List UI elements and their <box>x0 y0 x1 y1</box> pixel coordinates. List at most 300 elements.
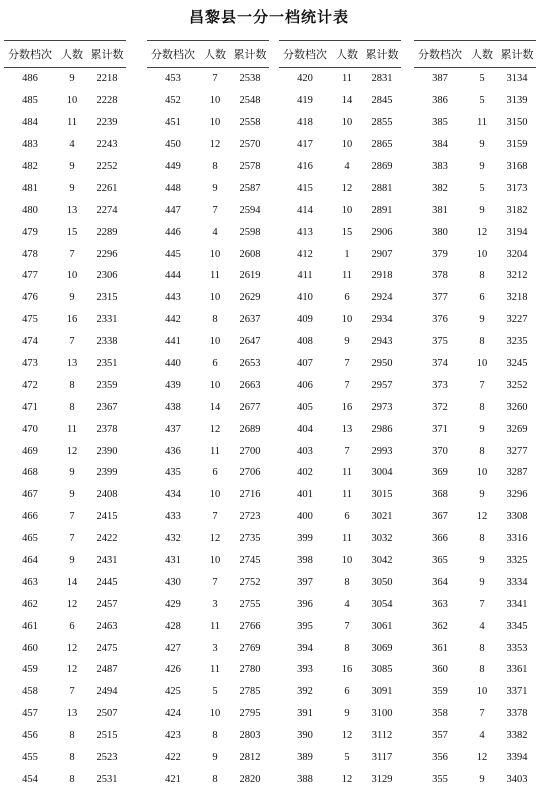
header-cumulative: 累计数 <box>498 41 536 68</box>
cell-score: 360 <box>414 659 466 681</box>
cell-cumulative: 2523 <box>88 747 126 769</box>
cell-cumulative: 2378 <box>88 418 126 440</box>
cell-count: 10 <box>466 681 498 703</box>
header-cumulative: 累计数 <box>363 41 401 68</box>
cell-count: 1 <box>331 243 363 265</box>
cell-count: 8 <box>56 725 88 747</box>
cell-cumulative: 2538 <box>231 68 269 90</box>
cell-cumulative: 3194 <box>498 221 536 243</box>
cell-score: 454 <box>4 769 56 790</box>
cell-count: 12 <box>466 221 498 243</box>
cell-score: 406 <box>279 374 331 396</box>
cell-cumulative: 3316 <box>498 528 536 550</box>
cell-count: 12 <box>56 659 88 681</box>
cell-cumulative: 3260 <box>498 396 536 418</box>
table-row <box>279 287 401 309</box>
cell-score: 364 <box>414 571 466 593</box>
cell-score: 385 <box>414 112 466 134</box>
table-row <box>4 243 126 265</box>
cell-count: 3 <box>199 637 231 659</box>
cell-count: 8 <box>56 396 88 418</box>
cell-cumulative: 2252 <box>88 156 126 178</box>
cell-count: 9 <box>331 331 363 353</box>
cell-count: 15 <box>56 221 88 243</box>
cell-score: 401 <box>279 484 331 506</box>
cell-count: 10 <box>199 287 231 309</box>
cell-cumulative: 3269 <box>498 418 536 440</box>
table-row <box>147 550 269 572</box>
cell-score: 427 <box>147 637 199 659</box>
cell-count: 4 <box>331 156 363 178</box>
cell-score: 417 <box>279 134 331 156</box>
table-row <box>4 637 126 659</box>
cell-count: 13 <box>56 353 88 375</box>
cell-score: 456 <box>4 725 56 747</box>
header-score: 分数档次 <box>414 41 466 68</box>
table-row <box>4 703 126 725</box>
table-row <box>4 769 126 790</box>
cell-count: 8 <box>466 396 498 418</box>
cell-cumulative: 3227 <box>498 309 536 331</box>
cell-cumulative: 2367 <box>88 396 126 418</box>
cell-count: 9 <box>56 68 88 90</box>
table-row <box>147 353 269 375</box>
cell-score: 404 <box>279 418 331 440</box>
cell-score: 447 <box>147 199 199 221</box>
cell-cumulative: 3325 <box>498 550 536 572</box>
cell-count: 7 <box>199 571 231 593</box>
cell-cumulative: 2918 <box>363 265 401 287</box>
cell-cumulative: 3212 <box>498 265 536 287</box>
cell-score: 433 <box>147 506 199 528</box>
cell-score: 452 <box>147 90 199 112</box>
cell-count: 7 <box>56 331 88 353</box>
cell-count: 9 <box>466 484 498 506</box>
cell-cumulative: 3139 <box>498 90 536 112</box>
cell-score: 451 <box>147 112 199 134</box>
cell-score: 468 <box>4 462 56 484</box>
cell-score: 410 <box>279 287 331 309</box>
cell-count: 11 <box>199 659 231 681</box>
table-block-2 <box>147 40 269 790</box>
table-row <box>279 484 401 506</box>
cell-cumulative: 3245 <box>498 353 536 375</box>
cell-cumulative: 2795 <box>231 703 269 725</box>
cell-cumulative: 2752 <box>231 571 269 593</box>
cell-score: 371 <box>414 418 466 440</box>
table-row <box>4 177 126 199</box>
table-row <box>147 637 269 659</box>
cell-cumulative: 3042 <box>363 550 401 572</box>
cell-score: 396 <box>279 593 331 615</box>
cell-cumulative: 2243 <box>88 134 126 156</box>
cell-score: 429 <box>147 593 199 615</box>
cell-cumulative: 2869 <box>363 156 401 178</box>
table-row <box>147 396 269 418</box>
cell-score: 476 <box>4 287 56 309</box>
table-row <box>414 112 536 134</box>
table-row <box>147 134 269 156</box>
table-row <box>4 287 126 309</box>
cell-score: 377 <box>414 287 466 309</box>
cell-score: 365 <box>414 550 466 572</box>
cell-cumulative: 2531 <box>88 769 126 790</box>
table-row <box>4 725 126 747</box>
cell-count: 7 <box>199 506 231 528</box>
cell-cumulative: 2399 <box>88 462 126 484</box>
cell-cumulative: 2239 <box>88 112 126 134</box>
cell-score: 473 <box>4 353 56 375</box>
cell-score: 397 <box>279 571 331 593</box>
table-row <box>279 90 401 112</box>
table-row <box>147 593 269 615</box>
table-row <box>414 637 536 659</box>
cell-score: 393 <box>279 659 331 681</box>
cell-score: 372 <box>414 396 466 418</box>
cell-score: 425 <box>147 681 199 703</box>
table-row <box>4 681 126 703</box>
table-row <box>147 156 269 178</box>
cell-score: 399 <box>279 528 331 550</box>
cell-cumulative: 3182 <box>498 199 536 221</box>
cell-cumulative: 3403 <box>498 769 536 790</box>
table-row <box>414 265 536 287</box>
table-row <box>4 309 126 331</box>
cell-count: 11 <box>331 462 363 484</box>
cell-cumulative: 3204 <box>498 243 536 265</box>
score-table <box>147 40 269 790</box>
table-row <box>147 309 269 331</box>
cell-count: 10 <box>466 243 498 265</box>
cell-score: 474 <box>4 331 56 353</box>
cell-count: 11 <box>199 615 231 637</box>
cell-cumulative: 2507 <box>88 703 126 725</box>
table-row <box>4 90 126 112</box>
cell-count: 9 <box>199 177 231 199</box>
cell-count: 9 <box>466 769 498 790</box>
table-row <box>414 550 536 572</box>
cell-count: 9 <box>466 309 498 331</box>
cell-count: 9 <box>56 550 88 572</box>
cell-score: 470 <box>4 418 56 440</box>
header-score: 分数档次 <box>279 41 331 68</box>
cell-cumulative: 2487 <box>88 659 126 681</box>
table-row <box>279 769 401 790</box>
cell-cumulative: 2457 <box>88 593 126 615</box>
cell-score: 465 <box>4 528 56 550</box>
score-table <box>4 40 126 790</box>
cell-count: 7 <box>331 615 363 637</box>
cell-score: 482 <box>4 156 56 178</box>
table-row <box>147 703 269 725</box>
cell-score: 462 <box>4 593 56 615</box>
table-row <box>414 725 536 747</box>
cell-score: 466 <box>4 506 56 528</box>
cell-score: 483 <box>4 134 56 156</box>
cell-cumulative: 2261 <box>88 177 126 199</box>
cell-count: 7 <box>466 703 498 725</box>
cell-count: 12 <box>56 440 88 462</box>
cell-cumulative: 2803 <box>231 725 269 747</box>
cell-cumulative: 3308 <box>498 506 536 528</box>
score-table <box>414 40 536 790</box>
cell-cumulative: 2558 <box>231 112 269 134</box>
cell-count: 12 <box>56 637 88 659</box>
cell-count: 9 <box>466 571 498 593</box>
cell-cumulative: 2445 <box>88 571 126 593</box>
cell-score: 409 <box>279 309 331 331</box>
cell-score: 387 <box>414 68 466 90</box>
table-row <box>147 747 269 769</box>
cell-count: 6 <box>331 681 363 703</box>
table-row <box>279 637 401 659</box>
table-row <box>414 374 536 396</box>
cell-score: 422 <box>147 747 199 769</box>
cell-cumulative: 2700 <box>231 440 269 462</box>
cell-count: 14 <box>331 90 363 112</box>
cell-cumulative: 3150 <box>498 112 536 134</box>
cell-count: 10 <box>331 112 363 134</box>
table-row <box>4 747 126 769</box>
cell-score: 458 <box>4 681 56 703</box>
cell-count: 11 <box>199 265 231 287</box>
cell-count: 11 <box>199 440 231 462</box>
cell-cumulative: 3061 <box>363 615 401 637</box>
table-row <box>4 68 126 90</box>
table-row <box>414 681 536 703</box>
cell-cumulative: 2706 <box>231 462 269 484</box>
header-score: 分数档次 <box>4 41 56 68</box>
cell-count: 4 <box>466 615 498 637</box>
cell-cumulative: 2422 <box>88 528 126 550</box>
table-row <box>4 418 126 440</box>
table-row <box>147 265 269 287</box>
cell-cumulative: 3069 <box>363 637 401 659</box>
cell-count: 10 <box>199 90 231 112</box>
cell-score: 443 <box>147 287 199 309</box>
cell-cumulative: 3173 <box>498 177 536 199</box>
cell-score: 362 <box>414 615 466 637</box>
cell-cumulative: 2845 <box>363 90 401 112</box>
cell-cumulative: 3341 <box>498 593 536 615</box>
cell-score: 463 <box>4 571 56 593</box>
cell-score: 478 <box>4 243 56 265</box>
cell-count: 10 <box>199 112 231 134</box>
cell-cumulative: 3004 <box>363 462 401 484</box>
cell-cumulative: 3085 <box>363 659 401 681</box>
cell-count: 7 <box>466 593 498 615</box>
table-row <box>147 506 269 528</box>
table-row <box>147 68 269 90</box>
cell-cumulative: 3091 <box>363 681 401 703</box>
cell-score: 363 <box>414 593 466 615</box>
table-row <box>414 747 536 769</box>
cell-count: 9 <box>466 134 498 156</box>
table-row <box>414 506 536 528</box>
cell-count: 12 <box>466 747 498 769</box>
cell-count: 10 <box>331 134 363 156</box>
cell-cumulative: 2755 <box>231 593 269 615</box>
cell-score: 455 <box>4 747 56 769</box>
header-cumulative: 累计数 <box>231 41 269 68</box>
cell-score: 357 <box>414 725 466 747</box>
cell-cumulative: 2274 <box>88 199 126 221</box>
cell-count: 16 <box>331 659 363 681</box>
cell-count: 10 <box>331 309 363 331</box>
cell-score: 375 <box>414 331 466 353</box>
cell-score: 436 <box>147 440 199 462</box>
cell-score: 459 <box>4 659 56 681</box>
cell-score: 461 <box>4 615 56 637</box>
cell-cumulative: 2570 <box>231 134 269 156</box>
cell-cumulative: 2891 <box>363 199 401 221</box>
cell-cumulative: 3032 <box>363 528 401 550</box>
cell-count: 10 <box>199 550 231 572</box>
table-row <box>414 221 536 243</box>
cell-score: 421 <box>147 769 199 790</box>
cell-count: 7 <box>56 243 88 265</box>
table-row <box>147 112 269 134</box>
table-row <box>279 221 401 243</box>
cell-cumulative: 2338 <box>88 331 126 353</box>
table-row <box>414 309 536 331</box>
cell-cumulative: 2587 <box>231 177 269 199</box>
table-row <box>279 265 401 287</box>
table-row <box>147 199 269 221</box>
cell-score: 439 <box>147 374 199 396</box>
cell-count: 9 <box>56 287 88 309</box>
table-row <box>4 615 126 637</box>
table-row <box>4 440 126 462</box>
cell-cumulative: 2766 <box>231 615 269 637</box>
cell-count: 13 <box>56 703 88 725</box>
cell-cumulative: 2515 <box>88 725 126 747</box>
cell-cumulative: 2598 <box>231 221 269 243</box>
cell-count: 8 <box>56 769 88 790</box>
cell-score: 423 <box>147 725 199 747</box>
cell-count: 11 <box>56 112 88 134</box>
cell-count: 5 <box>466 68 498 90</box>
cell-cumulative: 2331 <box>88 309 126 331</box>
cell-cumulative: 3296 <box>498 484 536 506</box>
cell-count: 9 <box>56 156 88 178</box>
table-row <box>414 703 536 725</box>
table-row <box>279 528 401 550</box>
cell-count: 4 <box>466 725 498 747</box>
table-row <box>147 440 269 462</box>
cell-score: 418 <box>279 112 331 134</box>
cell-cumulative: 2993 <box>363 440 401 462</box>
cell-count: 9 <box>331 703 363 725</box>
cell-count: 4 <box>199 221 231 243</box>
cell-count: 14 <box>199 396 231 418</box>
cell-score: 392 <box>279 681 331 703</box>
cell-score: 415 <box>279 177 331 199</box>
cell-cumulative: 3117 <box>363 747 401 769</box>
cell-score: 391 <box>279 703 331 725</box>
cell-count: 8 <box>331 571 363 593</box>
table-row <box>279 199 401 221</box>
cell-count: 16 <box>56 309 88 331</box>
cell-count: 7 <box>199 68 231 90</box>
cell-cumulative: 2957 <box>363 374 401 396</box>
cell-score: 414 <box>279 199 331 221</box>
cell-score: 450 <box>147 134 199 156</box>
cell-cumulative: 3054 <box>363 593 401 615</box>
cell-score: 440 <box>147 353 199 375</box>
cell-count: 6 <box>331 287 363 309</box>
cell-count: 11 <box>466 112 498 134</box>
cell-cumulative: 2390 <box>88 440 126 462</box>
cell-score: 368 <box>414 484 466 506</box>
cell-score: 373 <box>414 374 466 396</box>
cell-score: 419 <box>279 90 331 112</box>
cell-score: 398 <box>279 550 331 572</box>
cell-count: 4 <box>56 134 88 156</box>
cell-cumulative: 2218 <box>88 68 126 90</box>
cell-count: 8 <box>466 528 498 550</box>
cell-score: 444 <box>147 265 199 287</box>
table-row <box>4 221 126 243</box>
table-row <box>279 462 401 484</box>
cell-cumulative: 3015 <box>363 484 401 506</box>
table-header-row <box>414 41 536 68</box>
cell-score: 485 <box>4 90 56 112</box>
cell-count: 9 <box>56 462 88 484</box>
cell-cumulative: 3277 <box>498 440 536 462</box>
cell-score: 420 <box>279 68 331 90</box>
cell-score: 356 <box>414 747 466 769</box>
cell-cumulative: 2950 <box>363 353 401 375</box>
table-row <box>279 331 401 353</box>
cell-count: 12 <box>199 134 231 156</box>
cell-count: 7 <box>56 528 88 550</box>
cell-count: 9 <box>56 484 88 506</box>
table-row <box>414 462 536 484</box>
cell-count: 14 <box>56 571 88 593</box>
cell-cumulative: 2475 <box>88 637 126 659</box>
score-tables <box>4 40 534 686</box>
cell-count: 12 <box>56 593 88 615</box>
cell-count: 8 <box>199 309 231 331</box>
table-row <box>147 659 269 681</box>
cell-score: 390 <box>279 725 331 747</box>
table-row <box>147 462 269 484</box>
table-row <box>414 528 536 550</box>
cell-count: 5 <box>331 747 363 769</box>
cell-count: 12 <box>331 769 363 790</box>
table-row <box>4 396 126 418</box>
cell-count: 7 <box>199 199 231 221</box>
header-count: 人数 <box>56 41 88 68</box>
cell-count: 11 <box>56 418 88 440</box>
cell-cumulative: 3159 <box>498 134 536 156</box>
cell-score: 477 <box>4 265 56 287</box>
cell-count: 16 <box>331 396 363 418</box>
cell-cumulative: 2296 <box>88 243 126 265</box>
table-row <box>279 156 401 178</box>
cell-score: 480 <box>4 199 56 221</box>
cell-count: 11 <box>331 484 363 506</box>
cell-score: 389 <box>279 747 331 769</box>
table-row <box>279 550 401 572</box>
table-row <box>147 177 269 199</box>
cell-score: 472 <box>4 374 56 396</box>
cell-cumulative: 2855 <box>363 112 401 134</box>
page-title: 昌黎县一分一档统计表 <box>0 6 538 27</box>
cell-count: 9 <box>466 550 498 572</box>
cell-score: 370 <box>414 440 466 462</box>
